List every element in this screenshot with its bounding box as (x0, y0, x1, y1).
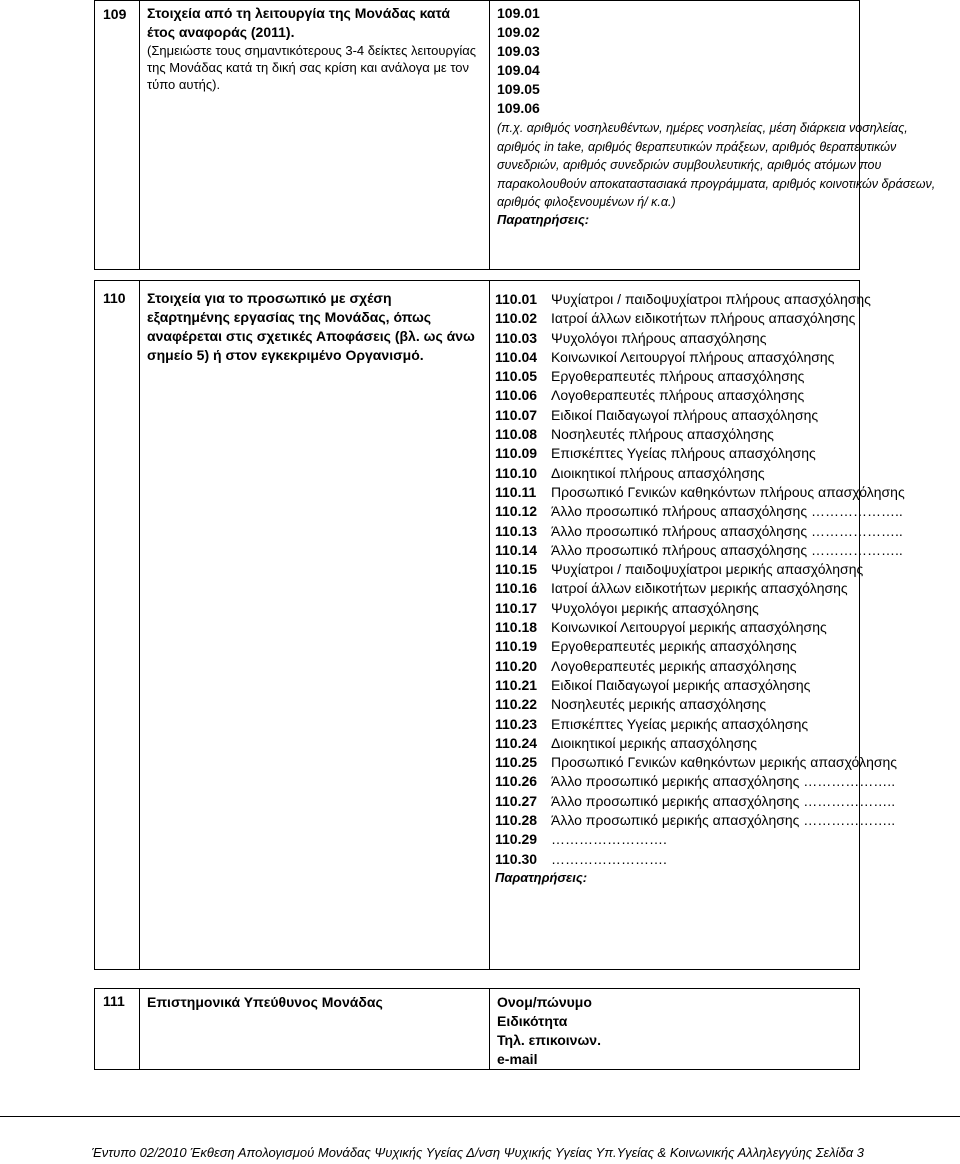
staff-code: 110.18 (495, 619, 538, 636)
staff-label: Κοινωνικοί Λειτουργοί μερικής απασχόλησης (551, 619, 827, 636)
staff-code: 110.01 (495, 291, 538, 307)
staff-label: Προσωπικό Γενικών καθηκόντων πλήρους απασχόλησης (551, 483, 905, 500)
staff-list (495, 290, 905, 885)
staff-code: 110.20 (495, 657, 538, 674)
staff-label: Εργοθεραπευτές πλήρους απασχόλησης (551, 368, 805, 385)
staff-row (495, 386, 859, 405)
staff-row (495, 502, 903, 521)
section-110-number: 110 (103, 290, 126, 306)
section-109-remarks: Παρατηρήσεις: (497, 211, 590, 227)
staff-code: 110.23 (495, 715, 538, 732)
staff-label: Λογοθεραπευτές πλήρους απασχόλησης (551, 387, 805, 404)
staff-code: 110.08 (495, 426, 538, 443)
staff-row (495, 850, 859, 869)
staff-code: 110.13 (495, 522, 538, 539)
staff-row (495, 367, 859, 386)
staff-label: Ιατροί άλλων ειδικοτήτων πλήρους απασχόλησης (551, 310, 856, 327)
staff-label: Ειδικοί Παιδαγωγοί μερικής απασχόλησης (551, 676, 811, 693)
code-109-01: 109.01 (497, 5, 540, 21)
staff-row (495, 579, 859, 598)
staff-row (495, 522, 903, 541)
staff-code: 110.03 (495, 329, 538, 346)
page-footer: Έντυπο 02/2010 Έκθεση Απολογισμού Μονάδας Ψυχικής Υγείας Δ/νση Ψυχικής Υγείας Υπ.Υγείας & Κοινωνικής Αλληλεγγύης Σελίδα 3 (91, 1145, 864, 1160)
staff-code: 110.28 (495, 812, 538, 829)
staff-label: Εργοθεραπευτές μερικής απασχόλησης (551, 638, 797, 655)
staff-label: Επισκέπτες Υγείας πλήρους απασχόλησης (551, 445, 816, 462)
staff-code: 110.26 (495, 773, 538, 790)
staff-label: Νοσηλευτές πλήρους απασχόλησης (551, 426, 774, 443)
staff-row (495, 599, 859, 618)
staff-row (495, 444, 859, 463)
staff-label: Άλλο προσωπικό πλήρους απασχόλησης ……………….. (551, 541, 903, 558)
staff-label: Προσωπικό Γενικών καθηκόντων μερικής απασχόλησης (551, 754, 898, 771)
staff-row (495, 676, 859, 695)
code-109-05: 109.05 (497, 81, 540, 97)
staff-label: Νοσηλευτές μερικής απασχόλησης (551, 696, 767, 713)
section-109-description-cell (139, 1, 490, 269)
staff-code: 110.02 (495, 310, 538, 327)
staff-label: Διοικητικοί πλήρους απασχόλησης (551, 464, 765, 481)
staff-code: 110.19 (495, 638, 538, 655)
staff-code: 110.09 (495, 445, 538, 462)
staff-row (495, 309, 859, 328)
staff-label: Λογοθεραπευτές μερικής απασχόλησης (551, 657, 797, 674)
staff-row (495, 290, 871, 309)
code-109-06: 109.06 (497, 100, 540, 116)
staff-row (495, 753, 898, 772)
section-110-values-cell (489, 281, 905, 969)
staff-code: 110.22 (495, 696, 538, 713)
staff-row (495, 830, 859, 849)
section-109-table (94, 0, 936, 270)
code-109-03: 109.03 (497, 43, 540, 59)
staff-label: Άλλο προσωπικό μερικής απασχόλησης ……………….. (551, 773, 896, 790)
section-110-remarks: Παρατηρήσεις: (495, 869, 588, 885)
staff-label: Ψυχολόγοι μερικής απασχόλησης (551, 599, 759, 616)
section-110-description-cell (139, 281, 490, 969)
staff-label: Ιατροί άλλων ειδικοτήτων μερικής απασχόλησης (551, 580, 848, 597)
staff-label: Ψυχολόγοι πλήρους απασχόλησης (551, 329, 767, 346)
section-111-number: 111 (103, 993, 125, 1009)
section-111-description-cell (139, 989, 490, 1069)
staff-code: 110.21 (495, 676, 538, 693)
staff-code: 110.17 (495, 599, 538, 616)
staff-row (495, 348, 859, 367)
staff-row (495, 483, 905, 502)
staff-row (495, 811, 896, 830)
code-109-04: 109.04 (497, 62, 540, 78)
staff-code: 110.05 (495, 368, 538, 385)
section-110-number-cell (95, 281, 140, 969)
staff-label: Άλλο προσωπικό μερικής απασχόλησης ……………….. (551, 792, 896, 809)
staff-row (495, 734, 859, 753)
staff-row (495, 406, 859, 425)
staff-label: Διοικητικοί μερικής απασχόλησης (551, 734, 757, 751)
section-109-number-cell (95, 1, 140, 269)
section-109-subtitle: (Σημειώστε τους σημαντικότερους 3-4 δείκτες λειτουργίας της Μονάδας κατά τη δική σας κρίση και ανάλογα με τον τύπο αυτής). (147, 43, 477, 92)
staff-code: 110.04 (495, 348, 538, 365)
staff-row (495, 772, 896, 791)
staff-code: 110.27 (495, 792, 538, 809)
staff-label: Άλλο προσωπικό πλήρους απασχόλησης ……………….. (551, 522, 903, 539)
staff-row (495, 695, 859, 714)
staff-row (495, 792, 896, 811)
staff-label: Ψυχίατροι / παιδοψυχίατροι μερικής απασχόλησης (551, 561, 864, 578)
section-111-table (94, 988, 860, 1070)
footer-divider (0, 1116, 960, 1117)
staff-label: Ειδικοί Παιδαγωγοί πλήρους απασχόλησης (551, 406, 819, 423)
staff-row (495, 715, 859, 734)
field-name: Ονομ/πώνυμο (497, 994, 592, 1010)
staff-row (495, 541, 903, 560)
code-109-02: 109.02 (497, 24, 540, 40)
staff-row (495, 618, 859, 637)
field-specialty: Ειδικότητα (497, 1013, 568, 1029)
section-109-title: Στοιχεία από τη λειτουργία της Μονάδας κατά έτος αναφοράς (2011). (147, 5, 450, 40)
staff-label: ……………………. (551, 831, 667, 848)
staff-code: 110.25 (495, 754, 538, 771)
field-phone: Τηλ. επικοινων. (497, 1032, 601, 1048)
staff-code: 110.24 (495, 734, 538, 751)
field-email: e-mail (497, 1051, 538, 1067)
staff-code: 110.07 (495, 406, 538, 423)
staff-row (495, 657, 859, 676)
staff-row (495, 464, 859, 483)
staff-label: Επισκέπτες Υγείας μερικής απασχόλησης (551, 715, 809, 732)
staff-code: 110.06 (495, 387, 538, 404)
staff-label: Ψυχίατροι / παιδοψυχίατροι πλήρους απασχόλησης (551, 291, 871, 307)
staff-code: 110.11 (495, 483, 537, 500)
section-109-number: 109 (103, 6, 127, 22)
staff-label: Άλλο προσωπικό πλήρους απασχόλησης ……………….. (551, 503, 903, 520)
section-109-values-cell (489, 1, 936, 269)
staff-row (495, 329, 859, 348)
staff-code: 110.30 (495, 850, 538, 867)
section-110-title: Στοιχεία για το προσωπικό με σχέση εξαρτημένης εργασίας της Μονάδας, όπως αναφέρεται στις σχετικές Αποφάσεις (βλ. ως άνω σημείο 5) ή στον εγκεκριμένο Οργανισμό. (147, 290, 475, 363)
section-111-title: Επιστημονικά Υπεύθυνος Μονάδας (147, 994, 383, 1010)
staff-label: Άλλο προσωπικό μερικής απασχόλησης ……………….. (551, 812, 896, 829)
staff-code: 110.14 (495, 541, 538, 558)
staff-row (495, 637, 859, 656)
section-109-note: (π.χ. αριθμός νοσηλευθέντων, ημέρες νοσηλείας, μέση διάρκεια νοσηλείας, αριθμός in take, αριθμός θεραπευτικών πράξεων, αριθμός θεραπευτικών συνεδριών, αριθμός συνεδριών συμβουλευτικής, αριθμός ατόμων που παρακολουθούν αποκαταστασιακά προγράμματα, αριθμός κοινοτικών δράσεων, αριθμός φιλοξενουμένων ή/ κ.α.) (497, 121, 936, 209)
staff-code: 110.29 (495, 831, 538, 848)
staff-row (495, 560, 864, 579)
section-111-values-cell (489, 989, 859, 1069)
staff-code: 110.15 (495, 561, 538, 578)
section-110-table (94, 280, 905, 970)
staff-row (495, 425, 859, 444)
staff-code: 110.12 (495, 503, 538, 520)
staff-label: Κοινωνικοί Λειτουργοί πλήρους απασχόλησης (551, 348, 835, 365)
section-111-number-cell (95, 989, 140, 1069)
staff-code: 110.10 (495, 464, 538, 481)
staff-label: ……………………. (551, 850, 667, 867)
staff-code: 110.16 (495, 580, 538, 597)
section-109-codes (497, 4, 540, 118)
